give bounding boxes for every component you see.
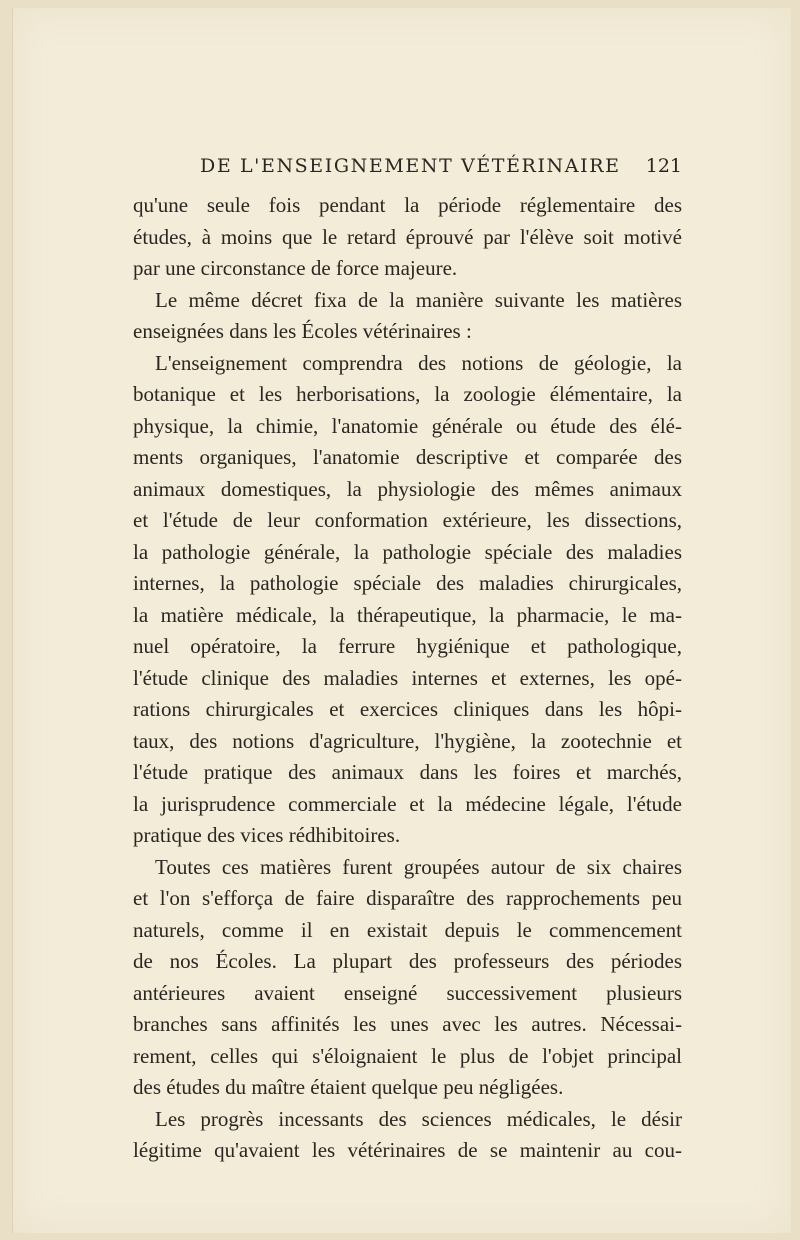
text-line: internes, la pathologie spéciale des maladies chirurgicales, [133, 571, 682, 595]
text-line: naturels, comme il en existait depuis le commencement [133, 917, 682, 942]
text-line: de nos Écoles. La plupart des professeurs des périodes [133, 949, 682, 973]
text-line: Toutes ces matières furent groupées autour de six chaires [155, 854, 682, 879]
text-line: botanique et les herborisations, la zoologie élémentaire, la [133, 382, 682, 406]
text-line: enseignées dans les Écoles vétérinaires : [133, 319, 472, 343]
text-line: ments organiques, l'anatomie descriptive et comparée des [133, 445, 682, 469]
text-line: L'enseignement comprendra des notions de géologie, la [155, 350, 682, 375]
text-line: physique, la chimie, l'anatomie générale ou étude des élé- [133, 413, 682, 438]
text-line: Les progrès incessants des sciences médicales, le désir [155, 1106, 682, 1131]
text-line: et l'on s'efforça de faire disparaître des rapprochements peu [133, 886, 682, 910]
text-line: branches sans affinités les unes avec les autres. Nécessai- [133, 1012, 682, 1036]
text-line: qu'une seule fois pendant la période réglementaire des [133, 193, 682, 217]
text-line: et l'étude de leur conformation extérieure, les dissections, [133, 508, 682, 532]
text-line: la jurisprudence commerciale et la médecine légale, l'étude [133, 791, 682, 816]
text-line: animaux domestiques, la physiologie des mêmes animaux [133, 476, 682, 501]
text-line: la pathologie générale, la pathologie spéciale des maladies [133, 539, 682, 564]
body-text [133, 190, 682, 1167]
text-line: rations chirurgicales et exercices cliniques dans les hôpi- [133, 697, 682, 721]
text-line: l'étude clinique des maladies internes et externes, les opé- [133, 665, 682, 690]
running-title: DE L'ENSEIGNEMENT VÉTÉRINAIRE [200, 155, 621, 177]
page-header [200, 155, 682, 177]
page-number: 121 [645, 155, 682, 177]
text-line: taux, des notions d'agriculture, l'hygiène, la zootechnie et [133, 728, 682, 753]
text-line: l'étude pratique des animaux dans les foires et marchés, [133, 760, 682, 784]
text-line: rement, celles qui s'éloignaient le plus de l'objet principal [133, 1043, 682, 1068]
text-line: par une circonstance de force majeure. [133, 256, 458, 280]
text-line: nuel opératoire, la ferrure hygiénique et pathologique, [133, 634, 682, 658]
text-line: études, à moins que le retard éprouvé par l'élève soit motivé [133, 224, 682, 249]
text-line: légitime qu'avaient les vétérinaires de se maintenir au cou- [133, 1138, 682, 1162]
text-line: antérieures avaient enseigné successivement plusieurs [133, 980, 682, 1005]
text-line: Le même décret fixa de la manière suivante les matières [155, 287, 682, 312]
text-line: la matière médicale, la thérapeutique, la pharmacie, le ma- [133, 602, 682, 627]
text-line: pratique des vices rédhibitoires. [133, 823, 401, 847]
text-line: des études du maître étaient quelque peu négligées. [133, 1075, 564, 1099]
